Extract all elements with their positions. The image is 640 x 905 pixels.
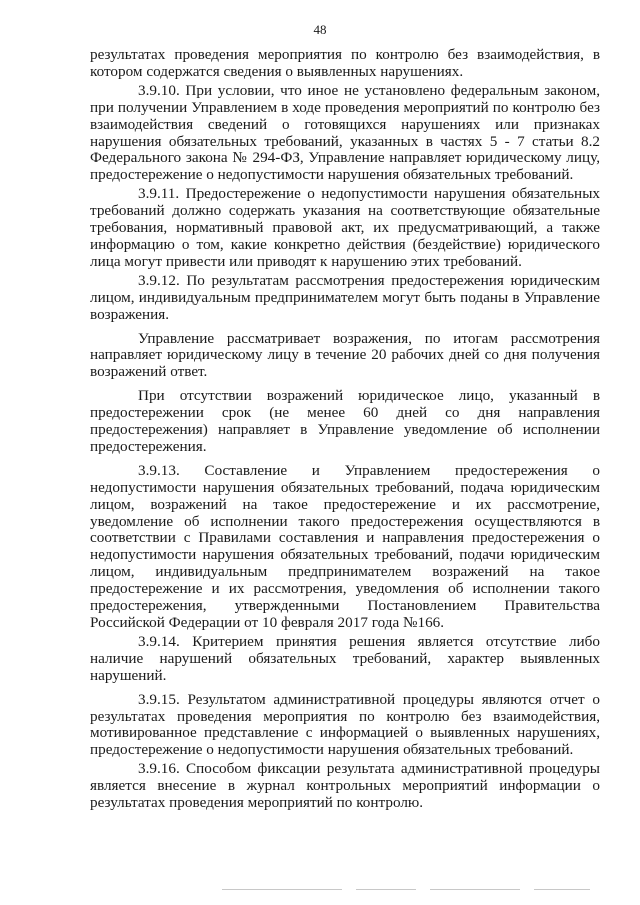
page-number: 48 (313, 22, 327, 37)
paragraph-continuation: результатах проведения мероприятия по контролю без взаимодействия, в котором содержатся сведения о выявленных нарушениях. (90, 46, 600, 80)
paragraph-3-9-12: 3.9.12. По результатам рассмотрения предостережения юридическим лицом, индивидуальным предпринимателем могут быть поданы в Управление возражения. (90, 271, 600, 323)
paragraph-objections-review: Управление рассматривает возражения, по итогам рассмотрения направляет юридическому лицу в течение 20 рабочих дней со дня получения возражений ответ. (90, 329, 600, 381)
paragraph-no-objections: При отсутствии возражений юридическое лицо, указанный в предостережении срок (не менее 60 дней со дня направления предостережения) направляет в Управление уведомление об исполнении предостережения. (90, 387, 600, 455)
paragraph-3-9-14: 3.9.14. Критерием принятия решения является отсутствие либо наличие нарушений обязательных требований, характер выявленных нарушений. (90, 632, 600, 684)
paragraph-3-9-11: 3.9.11. Предостережение о недопустимости нарушения обязательных требований должно содержать указания на соответствующие обязательные требования, нормативный правовой акт, их предусматривающий, а также информацию о том, какие конкретно действия (бездействие) юридического лица могут привести или приводят к нарушению этих требований. (90, 185, 600, 270)
scan-artifacts (0, 889, 640, 895)
document-body (90, 47, 600, 812)
paragraph-3-9-10: 3.9.10. При условии, что иное не установлено федеральным законом, при получении Управлением в ходе проведения мероприятий по контролю без взаимодействия сведений о готовящихся нарушениях или признаках нарушения обязательных требований, указанных в частях 5 - 7 статьи 8.2 Федерального закона № 294-ФЗ, Управление направляет юридическому лицу, предостережение о недопустимости нарушения обязательных требований. (90, 81, 600, 184)
paragraph-3-9-15: 3.9.15. Результатом административной процедуры являются отчет о результатах проведения мероприятия по контролю без взаимодействия, мотивированное представление с информацией о выявленных нарушениях, предостережение о недопустимости нарушения обязательных требований. (90, 690, 600, 759)
paragraph-3-9-16: 3.9.16. Способом фиксации результата административной процедуры является внесение в журнал контрольных мероприятий информации о результатах проведения мероприятий по контролю. (90, 760, 600, 812)
paragraph-3-9-13: 3.9.13. Составление и Управлением предостережения о недопустимости нарушения обязательных требований, подача юридическим лицом, возражений на такое предостережение и их рассмотрение, уведомление об исполнении такого предостережения осуществляются в соответствии с Правилами составления и направления предостережения о недопустимости нарушения обязательных требований, подачи юридическим лицом, индивидуальным предпринимателем возражений на такое предостережение и их рассмотрения, уведомления об исполнении такого предостережения, утвержденными Постановлением Правительства Российской Федерации от 10 февраля 2017 года №166. (90, 461, 600, 631)
